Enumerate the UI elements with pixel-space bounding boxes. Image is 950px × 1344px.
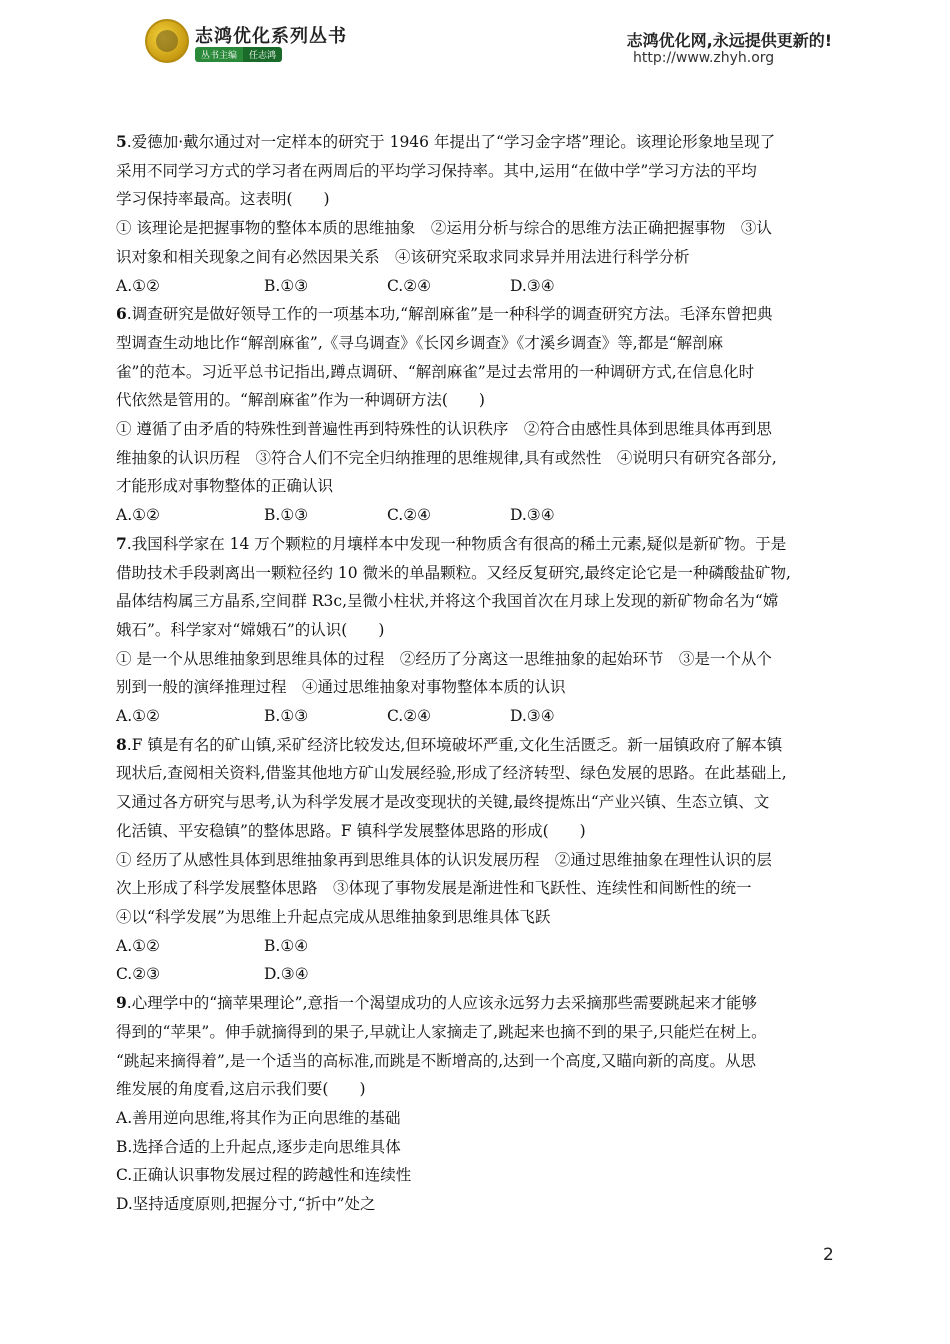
options-row xyxy=(116,501,836,530)
statement-line: ① 该理论是把握事物的整体本质的思维抽象 ②运用分析与综合的思维方法正确把握事物 ③认 xyxy=(116,219,772,238)
question-stem-line: 雀”的范本。习近平总书记指出,蹲点调研、“解剖麻雀”是过去常用的一种调研方式,在信息化时 xyxy=(116,362,755,381)
option-b[interactable]: B.①④ xyxy=(264,936,309,955)
option-d[interactable]: D.③④ xyxy=(510,276,555,295)
editor-label: 丛书主编 xyxy=(195,47,243,62)
question-stem-line: 又通过各方研究与思考,认为科学发展才是改变现状的关键,最终提炼出“产业兴镇、生态立镇、文 xyxy=(116,793,770,812)
option-b[interactable]: B.①③ xyxy=(264,506,309,525)
statement-line: ④以“科学发展”为思维上升起点完成从思维抽象到思维具体飞跃 xyxy=(116,907,551,926)
question-stem-line: 娥石”。科学家对“嫦娥石”的认识( ) xyxy=(116,620,385,639)
question-stem-line: 得到的“苹果”。伸手就摘得到的果子,早就让人家摘走了,跳起来也摘不到的果子,只能烂在树上。 xyxy=(116,1022,767,1041)
statement-line: ① 是一个从思维抽象到思维具体的过程 ②经历了分离这一思维抽象的起始环节 ③是一个从个 xyxy=(116,649,772,668)
stem-text: .我国科学家在 14 万个颗粒的月壤样本中发现一种物质含有很高的稀土元素,疑似是新矿物。于是 xyxy=(126,534,787,553)
option-d[interactable]: D.③④ xyxy=(264,965,309,984)
question-number: 5 xyxy=(116,132,127,151)
statement-line: 别到一般的演绎推理过程 ④通过思维抽象对事物整体本质的认识 xyxy=(116,678,566,697)
header-slogan: 志鸿优化网,永远提供更新的! xyxy=(626,31,832,50)
question-stem-line: 学习保持率最高。这表明( ) xyxy=(116,190,330,209)
question-8 xyxy=(116,731,836,989)
option-a[interactable]: A.善用逆向思维,将其作为正向思维的基础 xyxy=(116,1108,401,1127)
option-d[interactable]: D.③④ xyxy=(510,707,555,726)
question-stem-line xyxy=(116,300,836,329)
option-b[interactable]: B.①③ xyxy=(264,707,309,726)
statement-line: 才能形成对事物整体的正确认识 xyxy=(116,477,334,496)
question-number: 8 xyxy=(116,734,127,754)
option-c[interactable]: C.②③ xyxy=(116,965,161,984)
question-6 xyxy=(116,300,836,530)
question-5 xyxy=(116,128,836,300)
question-stem-line: 晶体结构属三方晶系,空间群 R3c,呈微小柱状,并将这个我国首次在月球上发现的新矿物命名为“嫦 xyxy=(116,592,779,611)
stem-text: .心理学中的“摘苹果理论”,意指一个渴望成功的人应该永远努力去采摘那些需要跳起来才能够 xyxy=(126,994,758,1013)
question-7 xyxy=(116,530,836,731)
options-row xyxy=(116,932,836,961)
stem-text: .调查研究是做好领导工作的一项基本功,“解剖麻雀”是一种科学的调查研究方法。毛泽东曾把典 xyxy=(126,305,773,324)
option-c[interactable]: C.②④ xyxy=(387,707,432,726)
option-a[interactable]: A.①② xyxy=(116,707,160,726)
series-title: 志鸿优化系列丛书 xyxy=(195,26,347,47)
statement-line: 维抽象的认识历程 ③符合人们不完全归纳推理的思维规律,具有或然性 ④说明只有研究各部分, xyxy=(116,448,777,467)
options-row xyxy=(116,272,836,301)
question-stem-line: 现状后,查阅相关资料,借鉴其他地方矿山发展经验,形成了经济转型、绿色发展的思路。在此基础上, xyxy=(116,764,787,783)
option-c[interactable]: C.②④ xyxy=(387,506,432,525)
question-stem-line xyxy=(116,128,836,157)
stem-text: .F 镇是有名的矿山镇,采矿经济比较发达,但环境破坏严重,文化生活匮乏。新一届镇政府了解本镇 xyxy=(126,735,783,754)
option-a[interactable]: A.①② xyxy=(116,506,160,525)
option-d[interactable]: D.坚持适度原则,把握分寸,“折中”处之 xyxy=(116,1195,376,1214)
question-stem-line xyxy=(116,731,836,760)
seal-emblem-icon xyxy=(145,19,189,63)
page-number: 2 xyxy=(823,1245,834,1265)
statement-line: 次上形成了科学发展整体思路 ③体现了事物发展是渐进性和飞跃性、连续性和间断性的统一 xyxy=(116,879,752,898)
option-b[interactable]: B.选择合适的上升起点,逐步走向思维具体 xyxy=(116,1137,401,1156)
question-stem-line: 代依然是管用的。“解剖麻雀”作为一种调研方法( ) xyxy=(116,391,485,410)
statement-line: ① 经历了从感性具体到思维抽象再到思维具体的认识发展历程 ②通过思维抽象在理性认识的层 xyxy=(116,850,772,869)
question-stem-line: 型调查生动地比作“解剖麻雀”,《寻乌调查》《长冈乡调查》《才溪乡调查》等,都是“解剖麻 xyxy=(116,333,724,352)
option-c[interactable]: C.②④ xyxy=(387,276,432,295)
statement-line: 识对象和相关现象之间有必然因果关系 ④该研究采取求同求异并用法进行科学分析 xyxy=(116,247,690,266)
site-url-link[interactable]: http://www.zhyh.org xyxy=(633,50,775,66)
question-list xyxy=(116,128,836,1219)
statement-line: ① 遵循了由矛盾的特殊性到普遍性再到特殊性的认识秩序 ②符合由感性具体到思维具体再到思 xyxy=(116,420,772,439)
question-stem-line: 采用不同学习方式的学习者在两周后的平均学习保持率。其中,运用“在做中学”学习方法的平均 xyxy=(116,161,757,180)
option-b[interactable]: B.①③ xyxy=(264,276,309,295)
option-a[interactable]: A.①② xyxy=(116,936,160,955)
question-number: 9 xyxy=(116,993,127,1013)
option-c[interactable]: C.正确认识事物发展过程的跨越性和连续性 xyxy=(116,1166,412,1185)
question-number: 6 xyxy=(116,304,127,324)
option-d[interactable]: D.③④ xyxy=(510,506,555,525)
question-stem-line: 化活镇、平安稳镇”的整体思路。F 镇科学发展整体思路的形成( ) xyxy=(116,821,586,840)
question-stem-line xyxy=(116,530,836,559)
question-9 xyxy=(116,989,836,1219)
question-number: 7 xyxy=(116,533,127,553)
stem-text: .爱德加·戴尔通过对一定样本的研究于 1946 年提出了“学习金字塔”理论。该理论形象地呈现了 xyxy=(126,133,776,151)
question-stem-line: “跳起来摘得着”,是一个适当的高标准,而跳是不断增高的,达到一个高度,又瞄向新的高度。从思 xyxy=(116,1051,757,1070)
question-stem-line: 维发展的角度看,这启示我们要( ) xyxy=(116,1080,366,1099)
editor-name: 任志鸿 xyxy=(243,47,282,62)
question-stem-line: 借助技术手段剥离出一颗粒径约 10 微米的单晶颗粒。又经反复研究,最终定论它是一种磷酸盐矿物, xyxy=(116,563,791,582)
option-a[interactable]: A.①② xyxy=(116,276,160,295)
options-row xyxy=(116,960,836,989)
page-header xyxy=(0,0,950,90)
question-stem-line xyxy=(116,989,836,1018)
options-row xyxy=(116,702,836,731)
editor-badge xyxy=(195,47,282,61)
